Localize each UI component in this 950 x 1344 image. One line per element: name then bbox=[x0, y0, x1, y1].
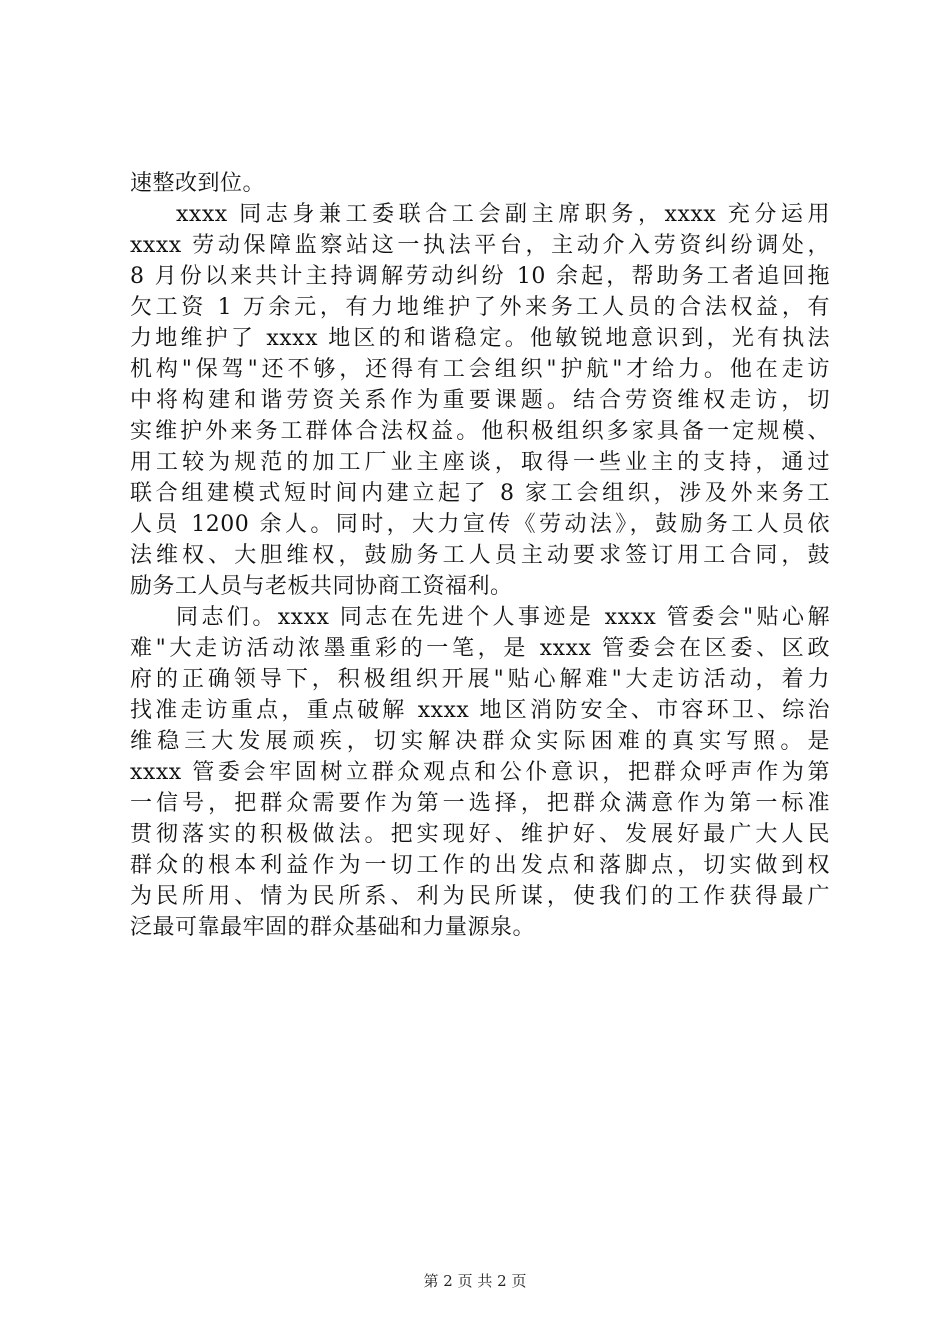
text-line: 实维护外来务工群体合法权益。他积极组织多家具备一定规模、 bbox=[130, 419, 830, 444]
page-number-footer: 第 2 页 共 2 页 bbox=[423, 1272, 527, 1290]
text-line: 群众的根本利益作为一切工作的出发点和落脚点，切实做到权 bbox=[130, 853, 830, 878]
text-line: 贯彻落实的积极做法。把实现好、维护好、发展好最广大人民 bbox=[130, 822, 830, 847]
text-line: 找准走访重点，重点破解 xxxx 地区消防安全、市容环卫、综治 bbox=[130, 698, 830, 723]
text-line: 难"大走访活动浓墨重彩的一笔，是 xxxx 管委会在区委、区政 bbox=[130, 636, 830, 661]
text-line: 用工较为规范的加工厂业主座谈，取得一些业主的支持，通过 bbox=[130, 450, 830, 475]
text-line: 一信号，把群众需要作为第一选择，把群众满意作为第一标准 bbox=[130, 791, 830, 816]
text-line: 力地维护了 xxxx 地区的和谐稳定。他敏锐地意识到，光有执法 bbox=[130, 326, 830, 351]
text-line: 欠工资 1 万余元，有力地维护了外来务工人员的合法权益，有 bbox=[130, 295, 830, 320]
text-line: xxxx 管委会牢固树立群众观点和公仆意识，把群众呼声作为第 bbox=[130, 760, 830, 785]
text-line: 同志们。xxxx 同志在先进个人事迹是 xxxx 管委会"贴心解 bbox=[176, 605, 830, 630]
text-line: 励务工人员与老板共同协商工资福利。 bbox=[130, 574, 513, 599]
text-line: 联合组建模式短时间内建立起了 8 家工会组织，涉及外来务工 bbox=[130, 481, 830, 506]
paragraph-continuation bbox=[130, 168, 830, 199]
text-line: 中将构建和谐劳资关系作为重要课题。结合劳资维权走访，切 bbox=[130, 388, 830, 413]
text-line: 为民所用、情为民所系、利为民所谋，使我们的工作获得最广 bbox=[130, 884, 830, 909]
text-line: 法维权、大胆维权，鼓励务工人员主动要求签订用工合同，鼓 bbox=[130, 543, 830, 568]
text-line: 人员 1200 余人。同时，大力宣传《劳动法》，鼓励务工人员依 bbox=[130, 512, 830, 537]
text-line: 8 月份以来共计主持调解劳动纠纷 10 余起，帮助务工者追回拖 bbox=[130, 264, 830, 289]
paragraph-summary bbox=[130, 602, 830, 943]
text-line: xxxx 劳动保障监察站这一执法平台，主动介入劳资纠纷调处， bbox=[130, 233, 830, 258]
text-line: 泛最可靠最牢固的群众基础和力量源泉。 bbox=[130, 915, 536, 940]
text-line: 维稳三大发展顽疾，切实解决群众实际困难的真实写照。是 bbox=[130, 729, 830, 754]
text-line: xxxx 同志身兼工委联合工会副主席职务，xxxx 充分运用 bbox=[176, 202, 830, 227]
text-line: 机构"保驾"还不够，还得有工会组织"护航"才给力。他在走访 bbox=[130, 357, 830, 382]
document-body bbox=[130, 168, 830, 943]
text-line: 府的正确领导下，积极组织开展"贴心解难"大走访活动，着力 bbox=[130, 667, 830, 692]
paragraph-union-work bbox=[130, 199, 830, 602]
text-line: 速整改到位。 bbox=[130, 171, 266, 196]
